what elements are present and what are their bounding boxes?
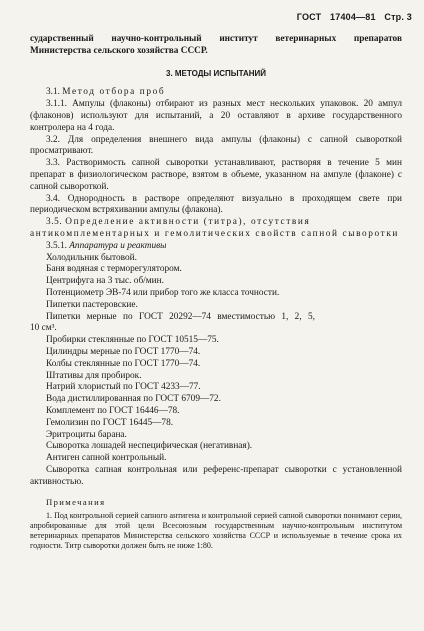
document-body (30, 34, 402, 550)
list-item: Натрий хлористый по ГОСТ 4233—77. (46, 382, 201, 393)
list-item: Пробирки стеклянные по ГОСТ 10515—75. (46, 335, 219, 346)
reference-serum-paragraph: Сыворотка сапная контрольная или референс-препарат сыворотки с установленной активностью. (30, 464, 402, 487)
notes-heading: Примечания (46, 497, 106, 508)
list-item: Антиген сапной контрольный. (46, 453, 167, 464)
list-item: Цилиндры мерные по ГОСТ 1770—74. (46, 346, 201, 357)
paragraph-3-5 (30, 217, 402, 241)
list-item: Холодильник бытовой. (46, 252, 137, 263)
paragraph-3-5-1 (30, 241, 402, 253)
list-item: Вода дистиллированная по ГОСТ 6709—72. (46, 394, 221, 405)
subsection-title: Метод отбора проб (62, 87, 166, 98)
list-item: Штативы для пробирок. (46, 370, 142, 381)
pipettes-line: Пипетки мерные по ГОСТ 20292—74 вместимостью 1, 2, 5, (46, 311, 315, 322)
paragraph-3-5-1-title: Аппаратура и реактивы (69, 240, 167, 251)
paragraph-3-4: 3.4. Однородность в растворе определяют визуально в проходящем свете при периодическом встряхивании ампулы (флакона). (30, 193, 402, 216)
list-item: Эритроциты барана. (46, 429, 127, 440)
lead-paragraph: сударственный научно-контрольный институт ветеринарных препаратов Министерства сельского хозяйства СССР. (30, 34, 402, 56)
list-item: Пипетки пастеровские. (46, 299, 138, 310)
page-header (291, 12, 412, 22)
gost-label: ГОСТ (296, 12, 322, 22)
pipettes-line-cont: 10 см³. (30, 323, 57, 334)
paragraph-3-3: 3.3. Растворимость сапной сыворотки устанавливают, растворяя в течение 5 мин препарат в физиологическом растворе, взятом в объеме, указанном на ампуле (флаконе) с сапной сывороткой. (30, 158, 402, 192)
list-item: Комплемент по ГОСТ 16446—78. (46, 405, 180, 416)
standard-number: 17404—81 (330, 12, 376, 22)
subsection-number: 3.1. (46, 87, 60, 98)
page-number: Стр. 3 (384, 12, 412, 22)
section-title: 3. МЕТОДЫ ИСПЫТАНИЙ (166, 68, 266, 78)
list-item: Сыворотка лошадей неспецифическая (негативная). (46, 441, 253, 452)
subsection-heading (30, 87, 402, 99)
list-item: Гемолизин по ГОСТ 16445—78. (46, 417, 174, 428)
list-item: Баня водяная с терморегулятором. (46, 264, 182, 275)
list-item: Центрифуга на 3 тыс. об/мин. (46, 276, 164, 287)
paragraph-3-5-1-number: 3.5.1. (46, 240, 67, 251)
list-item: Колбы стеклянные по ГОСТ 1770—74. (46, 358, 201, 369)
paragraph-3-1-1: 3.1.1. Ампулы (флаконы) отбирают из разных мест нескольких упаковок. 20 ампул (флаконов) используют для испытаний, а 20 оставляют в архиве государственного контролера на 4 года. (30, 99, 402, 133)
paragraph-3-2: 3.2. Для определения внешнего вида ампулы (флаконы) с сапной сывороткой просматривают. (30, 134, 402, 157)
note-1: 1. Под контрольной серией сапного антигена и контрольной серией сапной сыворотки понимают серии, апробированные для этой цели Всесоюзным государственным научно-контрольным институтом ветеринарных препаратов Министерства сельского хозяйства СССР и используемые в течение срока их годности. Титр сыворотки должен быть не ниже 1:80. (30, 511, 402, 550)
paragraph-3-5-title: Определение активности (титра), отсутствия антикомплементарных и гемолитических свойств сапной сыворотки (30, 217, 400, 239)
list-item: Потенциометр ЭВ-74 или прибор того же класса точности. (46, 287, 280, 298)
paragraph-3-5-number: 3.5. (46, 217, 63, 228)
